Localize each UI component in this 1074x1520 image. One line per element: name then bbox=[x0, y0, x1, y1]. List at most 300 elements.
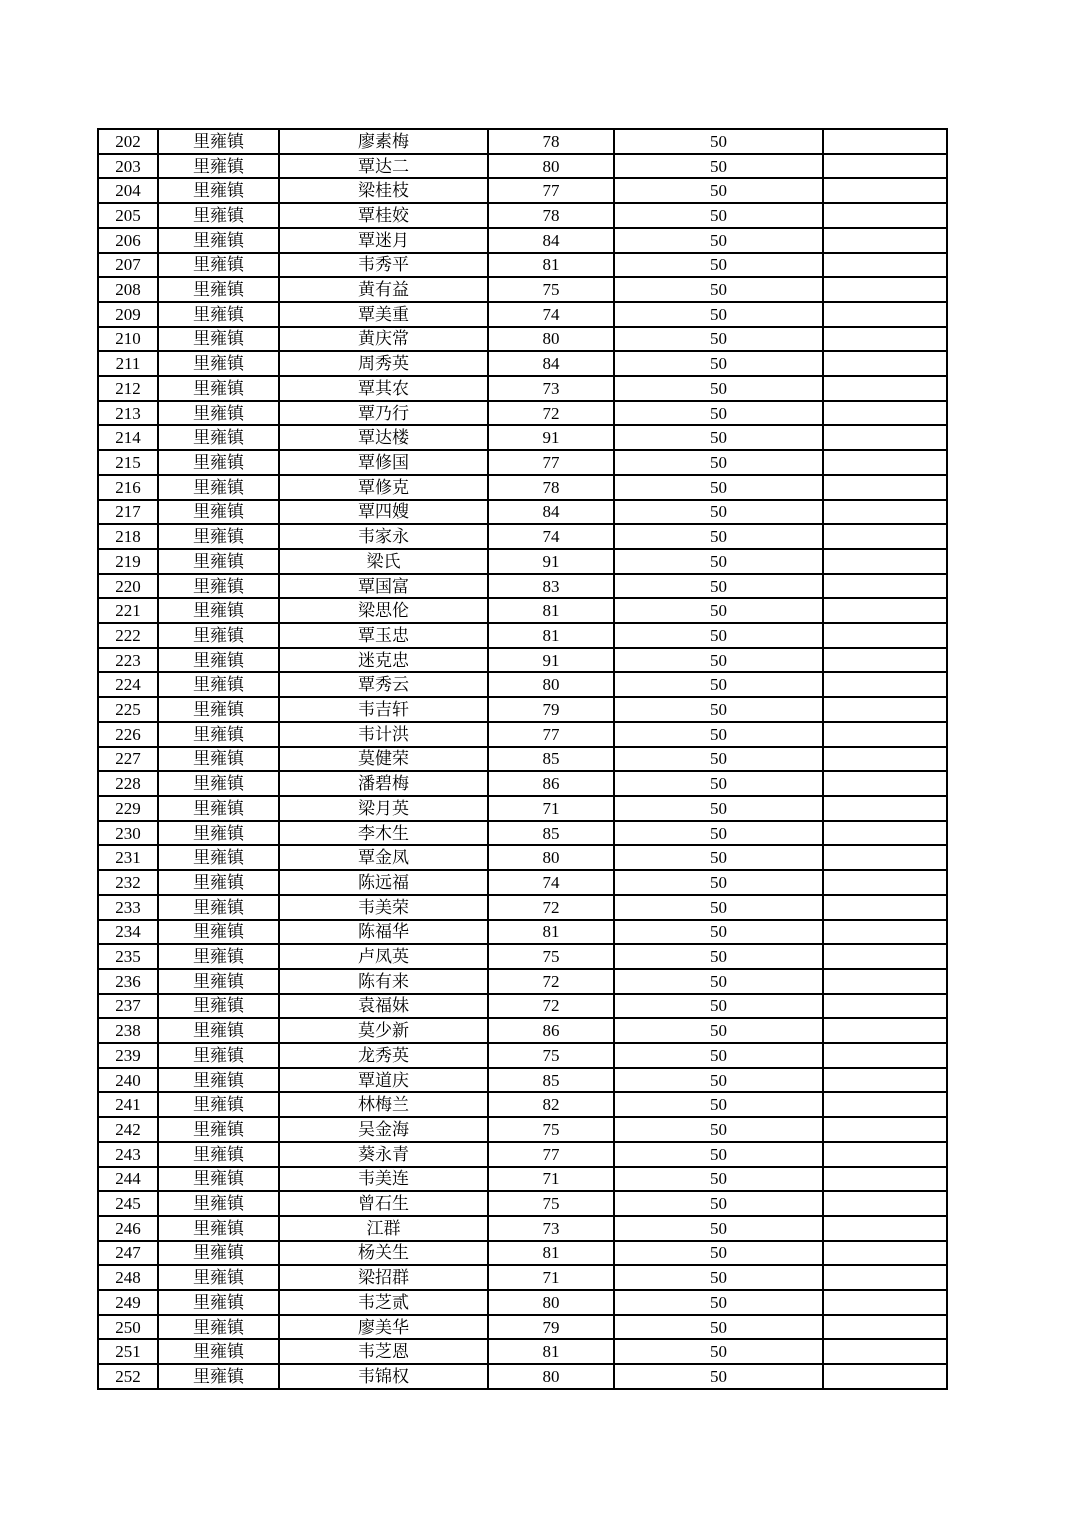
name-cell: 覃美重 bbox=[279, 302, 488, 327]
amount-cell: 50 bbox=[614, 623, 823, 648]
row-number-cell: 243 bbox=[98, 1142, 158, 1167]
age-cell: 81 bbox=[488, 920, 614, 945]
name-cell: 韦吉轩 bbox=[279, 697, 488, 722]
amount-cell: 50 bbox=[614, 1117, 823, 1142]
name-cell: 潘碧梅 bbox=[279, 771, 488, 796]
row-number-cell: 245 bbox=[98, 1191, 158, 1216]
name-cell: 莫少新 bbox=[279, 1018, 488, 1043]
name-cell: 黄庆常 bbox=[279, 327, 488, 352]
table-row bbox=[98, 1043, 947, 1068]
amount-cell: 50 bbox=[614, 302, 823, 327]
table-row bbox=[98, 845, 947, 870]
row-number-cell: 237 bbox=[98, 994, 158, 1019]
amount-cell: 50 bbox=[614, 1315, 823, 1340]
table-row bbox=[98, 253, 947, 278]
name-cell: 韦美荣 bbox=[279, 895, 488, 920]
amount-cell: 50 bbox=[614, 327, 823, 352]
row-number-cell: 202 bbox=[98, 129, 158, 154]
blank-cell bbox=[823, 277, 947, 302]
blank-cell bbox=[823, 154, 947, 179]
name-cell: 覃达楼 bbox=[279, 425, 488, 450]
amount-cell: 50 bbox=[614, 598, 823, 623]
row-number-cell: 209 bbox=[98, 302, 158, 327]
name-cell: 覃桂姣 bbox=[279, 203, 488, 228]
age-cell: 80 bbox=[488, 154, 614, 179]
town-cell: 里雍镇 bbox=[158, 1241, 279, 1266]
amount-cell: 50 bbox=[614, 944, 823, 969]
age-cell: 73 bbox=[488, 1216, 614, 1241]
table-row bbox=[98, 1315, 947, 1340]
amount-cell: 50 bbox=[614, 500, 823, 525]
table-row bbox=[98, 129, 947, 154]
row-number-cell: 206 bbox=[98, 228, 158, 253]
table-row bbox=[98, 475, 947, 500]
town-cell: 里雍镇 bbox=[158, 401, 279, 426]
row-number-cell: 240 bbox=[98, 1068, 158, 1093]
blank-cell bbox=[823, 747, 947, 772]
town-cell: 里雍镇 bbox=[158, 549, 279, 574]
name-cell: 韦芝恩 bbox=[279, 1339, 488, 1364]
row-number-cell: 210 bbox=[98, 327, 158, 352]
amount-cell: 50 bbox=[614, 203, 823, 228]
blank-cell bbox=[823, 697, 947, 722]
table-row bbox=[98, 401, 947, 426]
table-body bbox=[98, 129, 947, 1389]
amount-cell: 50 bbox=[614, 771, 823, 796]
name-cell: 覃其农 bbox=[279, 376, 488, 401]
age-cell: 79 bbox=[488, 1315, 614, 1340]
amount-cell: 50 bbox=[614, 796, 823, 821]
town-cell: 里雍镇 bbox=[158, 351, 279, 376]
amount-cell: 50 bbox=[614, 1241, 823, 1266]
blank-cell bbox=[823, 1142, 947, 1167]
town-cell: 里雍镇 bbox=[158, 376, 279, 401]
age-cell: 80 bbox=[488, 672, 614, 697]
blank-cell bbox=[823, 771, 947, 796]
blank-cell bbox=[823, 1018, 947, 1043]
blank-cell bbox=[823, 994, 947, 1019]
town-cell: 里雍镇 bbox=[158, 129, 279, 154]
amount-cell: 50 bbox=[614, 425, 823, 450]
table-row bbox=[98, 1364, 947, 1389]
blank-cell bbox=[823, 574, 947, 599]
age-cell: 72 bbox=[488, 969, 614, 994]
name-cell: 覃迷月 bbox=[279, 228, 488, 253]
table-row bbox=[98, 648, 947, 673]
row-number-cell: 208 bbox=[98, 277, 158, 302]
age-cell: 71 bbox=[488, 1167, 614, 1192]
town-cell: 里雍镇 bbox=[158, 1043, 279, 1068]
row-number-cell: 223 bbox=[98, 648, 158, 673]
table-row bbox=[98, 574, 947, 599]
table-row bbox=[98, 920, 947, 945]
town-cell: 里雍镇 bbox=[158, 302, 279, 327]
blank-cell bbox=[823, 1241, 947, 1266]
blank-cell bbox=[823, 672, 947, 697]
row-number-cell: 215 bbox=[98, 450, 158, 475]
name-cell: 梁月英 bbox=[279, 796, 488, 821]
town-cell: 里雍镇 bbox=[158, 1167, 279, 1192]
town-cell: 里雍镇 bbox=[158, 944, 279, 969]
table-row bbox=[98, 302, 947, 327]
name-cell: 陈有来 bbox=[279, 969, 488, 994]
age-cell: 85 bbox=[488, 1068, 614, 1093]
amount-cell: 50 bbox=[614, 895, 823, 920]
row-number-cell: 249 bbox=[98, 1290, 158, 1315]
age-cell: 80 bbox=[488, 1364, 614, 1389]
town-cell: 里雍镇 bbox=[158, 895, 279, 920]
row-number-cell: 244 bbox=[98, 1167, 158, 1192]
amount-cell: 50 bbox=[614, 969, 823, 994]
table-row bbox=[98, 1068, 947, 1093]
town-cell: 里雍镇 bbox=[158, 1117, 279, 1142]
row-number-cell: 207 bbox=[98, 253, 158, 278]
blank-cell bbox=[823, 895, 947, 920]
blank-cell bbox=[823, 870, 947, 895]
town-cell: 里雍镇 bbox=[158, 475, 279, 500]
town-cell: 里雍镇 bbox=[158, 178, 279, 203]
table-row bbox=[98, 549, 947, 574]
name-cell: 莫健荣 bbox=[279, 747, 488, 772]
blank-cell bbox=[823, 376, 947, 401]
name-cell: 韦锦权 bbox=[279, 1364, 488, 1389]
name-cell: 周秀英 bbox=[279, 351, 488, 376]
age-cell: 78 bbox=[488, 475, 614, 500]
name-cell: 廖美华 bbox=[279, 1315, 488, 1340]
name-cell: 覃四嫂 bbox=[279, 500, 488, 525]
blank-cell bbox=[823, 1191, 947, 1216]
age-cell: 74 bbox=[488, 524, 614, 549]
amount-cell: 50 bbox=[614, 1265, 823, 1290]
name-cell: 杨关生 bbox=[279, 1241, 488, 1266]
town-cell: 里雍镇 bbox=[158, 1315, 279, 1340]
name-cell: 覃修国 bbox=[279, 450, 488, 475]
age-cell: 91 bbox=[488, 549, 614, 574]
table-row bbox=[98, 895, 947, 920]
name-cell: 廖素梅 bbox=[279, 129, 488, 154]
blank-cell bbox=[823, 1290, 947, 1315]
table-row bbox=[98, 327, 947, 352]
name-cell: 梁氏 bbox=[279, 549, 488, 574]
town-cell: 里雍镇 bbox=[158, 821, 279, 846]
blank-cell bbox=[823, 1068, 947, 1093]
table-row bbox=[98, 1265, 947, 1290]
age-cell: 86 bbox=[488, 771, 614, 796]
name-cell: 卢凤英 bbox=[279, 944, 488, 969]
blank-cell bbox=[823, 1265, 947, 1290]
name-cell: 韦计洪 bbox=[279, 722, 488, 747]
name-cell: 韦芝贰 bbox=[279, 1290, 488, 1315]
town-cell: 里雍镇 bbox=[158, 574, 279, 599]
amount-cell: 50 bbox=[614, 1142, 823, 1167]
age-cell: 75 bbox=[488, 1191, 614, 1216]
blank-cell bbox=[823, 351, 947, 376]
age-cell: 72 bbox=[488, 994, 614, 1019]
amount-cell: 50 bbox=[614, 549, 823, 574]
age-cell: 75 bbox=[488, 1043, 614, 1068]
name-cell: 覃玉忠 bbox=[279, 623, 488, 648]
amount-cell: 50 bbox=[614, 1191, 823, 1216]
amount-cell: 50 bbox=[614, 277, 823, 302]
town-cell: 里雍镇 bbox=[158, 253, 279, 278]
age-cell: 81 bbox=[488, 253, 614, 278]
row-number-cell: 232 bbox=[98, 870, 158, 895]
town-cell: 里雍镇 bbox=[158, 450, 279, 475]
town-cell: 里雍镇 bbox=[158, 1142, 279, 1167]
age-cell: 85 bbox=[488, 747, 614, 772]
blank-cell bbox=[823, 425, 947, 450]
amount-cell: 50 bbox=[614, 870, 823, 895]
table-row bbox=[98, 969, 947, 994]
amount-cell: 50 bbox=[614, 154, 823, 179]
blank-cell bbox=[823, 821, 947, 846]
amount-cell: 50 bbox=[614, 228, 823, 253]
age-cell: 71 bbox=[488, 1265, 614, 1290]
row-number-cell: 222 bbox=[98, 623, 158, 648]
age-cell: 84 bbox=[488, 351, 614, 376]
row-number-cell: 213 bbox=[98, 401, 158, 426]
blank-cell bbox=[823, 1216, 947, 1241]
table-row bbox=[98, 203, 947, 228]
town-cell: 里雍镇 bbox=[158, 1018, 279, 1043]
age-cell: 80 bbox=[488, 1290, 614, 1315]
age-cell: 80 bbox=[488, 845, 614, 870]
blank-cell bbox=[823, 450, 947, 475]
table-row bbox=[98, 1339, 947, 1364]
blank-cell bbox=[823, 1167, 947, 1192]
name-cell: 覃达二 bbox=[279, 154, 488, 179]
name-cell: 龙秀英 bbox=[279, 1043, 488, 1068]
age-cell: 85 bbox=[488, 821, 614, 846]
table-row bbox=[98, 154, 947, 179]
row-number-cell: 251 bbox=[98, 1339, 158, 1364]
amount-cell: 50 bbox=[614, 747, 823, 772]
row-number-cell: 231 bbox=[98, 845, 158, 870]
table-row bbox=[98, 1167, 947, 1192]
amount-cell: 50 bbox=[614, 376, 823, 401]
age-cell: 80 bbox=[488, 327, 614, 352]
town-cell: 里雍镇 bbox=[158, 994, 279, 1019]
name-cell: 迷克忠 bbox=[279, 648, 488, 673]
town-cell: 里雍镇 bbox=[158, 747, 279, 772]
age-cell: 82 bbox=[488, 1092, 614, 1117]
name-cell: 韦美连 bbox=[279, 1167, 488, 1192]
row-number-cell: 216 bbox=[98, 475, 158, 500]
row-number-cell: 212 bbox=[98, 376, 158, 401]
town-cell: 里雍镇 bbox=[158, 203, 279, 228]
blank-cell bbox=[823, 203, 947, 228]
town-cell: 里雍镇 bbox=[158, 969, 279, 994]
blank-cell bbox=[823, 549, 947, 574]
age-cell: 72 bbox=[488, 895, 614, 920]
table-row bbox=[98, 1241, 947, 1266]
row-number-cell: 214 bbox=[98, 425, 158, 450]
age-cell: 77 bbox=[488, 722, 614, 747]
blank-cell bbox=[823, 969, 947, 994]
table-row bbox=[98, 1018, 947, 1043]
town-cell: 里雍镇 bbox=[158, 845, 279, 870]
row-number-cell: 220 bbox=[98, 574, 158, 599]
row-number-cell: 233 bbox=[98, 895, 158, 920]
table-row bbox=[98, 771, 947, 796]
name-cell: 韦秀平 bbox=[279, 253, 488, 278]
row-number-cell: 252 bbox=[98, 1364, 158, 1389]
table-row bbox=[98, 1142, 947, 1167]
table-row bbox=[98, 821, 947, 846]
amount-cell: 50 bbox=[614, 524, 823, 549]
town-cell: 里雍镇 bbox=[158, 154, 279, 179]
blank-cell bbox=[823, 524, 947, 549]
row-number-cell: 225 bbox=[98, 697, 158, 722]
name-cell: 黄有益 bbox=[279, 277, 488, 302]
age-cell: 79 bbox=[488, 697, 614, 722]
age-cell: 75 bbox=[488, 1117, 614, 1142]
amount-cell: 50 bbox=[614, 845, 823, 870]
age-cell: 74 bbox=[488, 870, 614, 895]
row-number-cell: 242 bbox=[98, 1117, 158, 1142]
row-number-cell: 238 bbox=[98, 1018, 158, 1043]
amount-cell: 50 bbox=[614, 1043, 823, 1068]
table-row bbox=[98, 623, 947, 648]
table-row bbox=[98, 747, 947, 772]
amount-cell: 50 bbox=[614, 920, 823, 945]
town-cell: 里雍镇 bbox=[158, 1339, 279, 1364]
town-cell: 里雍镇 bbox=[158, 920, 279, 945]
name-cell: 覃修克 bbox=[279, 475, 488, 500]
age-cell: 78 bbox=[488, 129, 614, 154]
town-cell: 里雍镇 bbox=[158, 1265, 279, 1290]
town-cell: 里雍镇 bbox=[158, 1290, 279, 1315]
age-cell: 84 bbox=[488, 500, 614, 525]
blank-cell bbox=[823, 1043, 947, 1068]
name-cell: 覃乃行 bbox=[279, 401, 488, 426]
amount-cell: 50 bbox=[614, 1364, 823, 1389]
age-cell: 86 bbox=[488, 1018, 614, 1043]
blank-cell bbox=[823, 1117, 947, 1142]
name-cell: 江群 bbox=[279, 1216, 488, 1241]
row-number-cell: 219 bbox=[98, 549, 158, 574]
row-number-cell: 248 bbox=[98, 1265, 158, 1290]
name-cell: 曾石生 bbox=[279, 1191, 488, 1216]
town-cell: 里雍镇 bbox=[158, 623, 279, 648]
table-row bbox=[98, 228, 947, 253]
name-cell: 覃秀云 bbox=[279, 672, 488, 697]
blank-cell bbox=[823, 623, 947, 648]
age-cell: 77 bbox=[488, 1142, 614, 1167]
name-cell: 覃道庆 bbox=[279, 1068, 488, 1093]
town-cell: 里雍镇 bbox=[158, 722, 279, 747]
age-cell: 75 bbox=[488, 277, 614, 302]
row-number-cell: 241 bbox=[98, 1092, 158, 1117]
table-row bbox=[98, 994, 947, 1019]
table-row bbox=[98, 178, 947, 203]
row-number-cell: 247 bbox=[98, 1241, 158, 1266]
age-cell: 83 bbox=[488, 574, 614, 599]
name-cell: 韦家永 bbox=[279, 524, 488, 549]
table-row bbox=[98, 524, 947, 549]
name-cell: 陈远福 bbox=[279, 870, 488, 895]
blank-cell bbox=[823, 228, 947, 253]
row-number-cell: 230 bbox=[98, 821, 158, 846]
blank-cell bbox=[823, 178, 947, 203]
table-row bbox=[98, 277, 947, 302]
age-cell: 78 bbox=[488, 203, 614, 228]
table-row bbox=[98, 1290, 947, 1315]
row-number-cell: 203 bbox=[98, 154, 158, 179]
row-number-cell: 211 bbox=[98, 351, 158, 376]
town-cell: 里雍镇 bbox=[158, 228, 279, 253]
blank-cell bbox=[823, 1092, 947, 1117]
amount-cell: 50 bbox=[614, 821, 823, 846]
table-row bbox=[98, 722, 947, 747]
town-cell: 里雍镇 bbox=[158, 672, 279, 697]
town-cell: 里雍镇 bbox=[158, 870, 279, 895]
amount-cell: 50 bbox=[614, 351, 823, 376]
age-cell: 73 bbox=[488, 376, 614, 401]
amount-cell: 50 bbox=[614, 1068, 823, 1093]
row-number-cell: 224 bbox=[98, 672, 158, 697]
row-number-cell: 204 bbox=[98, 178, 158, 203]
amount-cell: 50 bbox=[614, 672, 823, 697]
age-cell: 77 bbox=[488, 450, 614, 475]
town-cell: 里雍镇 bbox=[158, 771, 279, 796]
age-cell: 81 bbox=[488, 1241, 614, 1266]
row-number-cell: 246 bbox=[98, 1216, 158, 1241]
table-row bbox=[98, 450, 947, 475]
table-row bbox=[98, 870, 947, 895]
town-cell: 里雍镇 bbox=[158, 500, 279, 525]
row-number-cell: 235 bbox=[98, 944, 158, 969]
name-cell: 梁思伦 bbox=[279, 598, 488, 623]
town-cell: 里雍镇 bbox=[158, 1216, 279, 1241]
name-cell: 梁招群 bbox=[279, 1265, 488, 1290]
amount-cell: 50 bbox=[614, 1092, 823, 1117]
blank-cell bbox=[823, 598, 947, 623]
age-cell: 91 bbox=[488, 425, 614, 450]
town-cell: 里雍镇 bbox=[158, 648, 279, 673]
town-cell: 里雍镇 bbox=[158, 1364, 279, 1389]
amount-cell: 50 bbox=[614, 178, 823, 203]
table-row bbox=[98, 351, 947, 376]
table-row bbox=[98, 697, 947, 722]
row-number-cell: 227 bbox=[98, 747, 158, 772]
name-cell: 吴金海 bbox=[279, 1117, 488, 1142]
blank-cell bbox=[823, 475, 947, 500]
amount-cell: 50 bbox=[614, 1339, 823, 1364]
amount-cell: 50 bbox=[614, 475, 823, 500]
amount-cell: 50 bbox=[614, 1216, 823, 1241]
table-row bbox=[98, 1117, 947, 1142]
blank-cell bbox=[823, 327, 947, 352]
blank-cell bbox=[823, 1315, 947, 1340]
amount-cell: 50 bbox=[614, 450, 823, 475]
town-cell: 里雍镇 bbox=[158, 327, 279, 352]
amount-cell: 50 bbox=[614, 1290, 823, 1315]
row-number-cell: 221 bbox=[98, 598, 158, 623]
amount-cell: 50 bbox=[614, 1167, 823, 1192]
town-cell: 里雍镇 bbox=[158, 598, 279, 623]
age-cell: 81 bbox=[488, 623, 614, 648]
age-cell: 77 bbox=[488, 178, 614, 203]
blank-cell bbox=[823, 722, 947, 747]
age-cell: 81 bbox=[488, 1339, 614, 1364]
name-cell: 陈福华 bbox=[279, 920, 488, 945]
table-row bbox=[98, 500, 947, 525]
blank-cell bbox=[823, 302, 947, 327]
table-row bbox=[98, 376, 947, 401]
data-table bbox=[97, 128, 948, 1390]
blank-cell bbox=[823, 796, 947, 821]
